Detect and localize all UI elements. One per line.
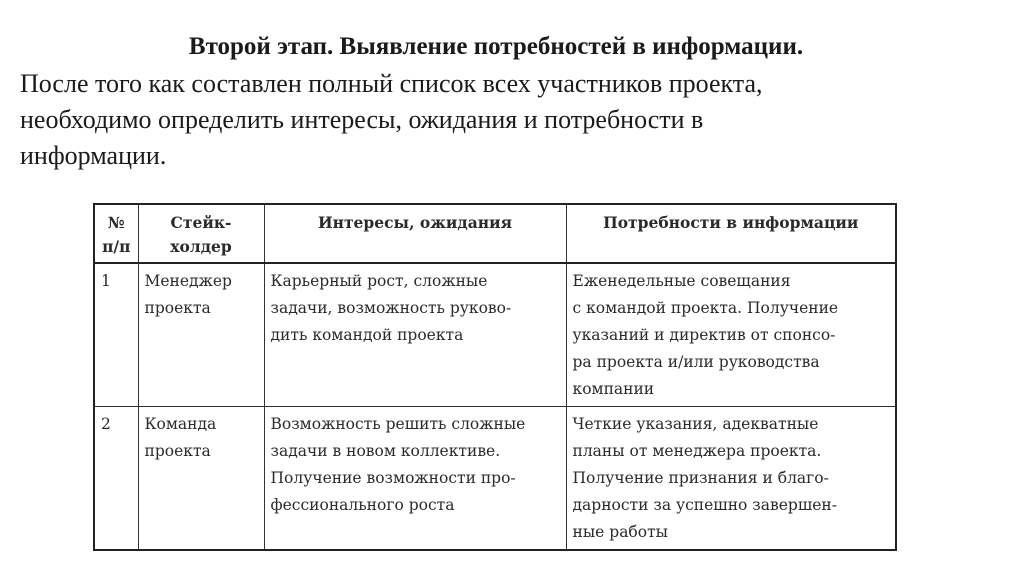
cell-line: Получение признания и благо- — [572, 469, 829, 487]
header-number-line: п/п — [102, 237, 131, 256]
intro-line: информации. — [20, 141, 167, 170]
cell-needs — [566, 407, 896, 551]
table-row — [94, 407, 896, 551]
header-number-line: № — [107, 213, 125, 232]
cell-interests — [264, 263, 566, 407]
cell-line: дарности за успешно завершен- — [572, 496, 837, 514]
cell-line: дить командой проекта — [270, 326, 464, 344]
cell-line: Команда — [144, 415, 217, 433]
cell-line: указаний и директив от спонсо- — [572, 326, 836, 344]
cell-needs — [566, 263, 896, 407]
cell-line: Возможность решить сложные — [270, 415, 526, 433]
header-needs-line: Потребности в информации — [603, 213, 859, 232]
table-row — [94, 263, 896, 407]
intro-line: После того как составлен полный список всех участников проекта, — [20, 69, 763, 98]
intro-paragraph — [20, 66, 1000, 174]
cell-number-text: 2 — [101, 415, 111, 433]
cell-line: Еженедельные совещания — [572, 272, 791, 290]
cell-number-text: 1 — [101, 272, 111, 290]
cell-number — [94, 263, 138, 407]
cell-line: ные работы — [572, 523, 669, 541]
header-number — [94, 204, 138, 263]
cell-line: проекта — [144, 299, 211, 317]
cell-line: с командой проекта. Получение — [572, 299, 839, 317]
intro-line: необходимо определить интересы, ожидания и потребности в — [20, 105, 704, 134]
stakeholder-table — [93, 203, 897, 551]
header-stakeholder-line: холдер — [170, 237, 232, 256]
cell-line: задачи в новом коллективе. — [270, 442, 501, 460]
slide-title — [0, 32, 1000, 62]
cell-stakeholder — [138, 263, 264, 407]
slide-title-text: Второй этап. Выявление потребностей в информации. — [188, 33, 804, 60]
header-stakeholder-line: Стейк- — [170, 213, 232, 232]
header-needs — [566, 204, 896, 263]
header-interests — [264, 204, 566, 263]
cell-line: компании — [572, 380, 655, 398]
cell-line: ра проекта и/или руководства — [572, 353, 820, 371]
cell-number — [94, 407, 138, 551]
cell-line: Менеджер — [144, 272, 232, 290]
cell-line: Получение возможности про- — [270, 469, 516, 487]
header-interests-line: Интересы, ожидания — [317, 213, 513, 232]
header-stakeholder — [138, 204, 264, 263]
table-header-row — [94, 204, 896, 263]
cell-line: планы от менеджера проекта. — [572, 442, 822, 460]
cell-stakeholder — [138, 407, 264, 551]
cell-line: фессионального роста — [270, 496, 455, 514]
cell-line: проекта — [144, 442, 211, 460]
cell-line: Карьерный рост, сложные — [270, 272, 488, 290]
cell-line: Четкие указания, адекватные — [572, 415, 819, 433]
cell-interests — [264, 407, 566, 551]
cell-line: задачи, возможность руково- — [270, 299, 512, 317]
